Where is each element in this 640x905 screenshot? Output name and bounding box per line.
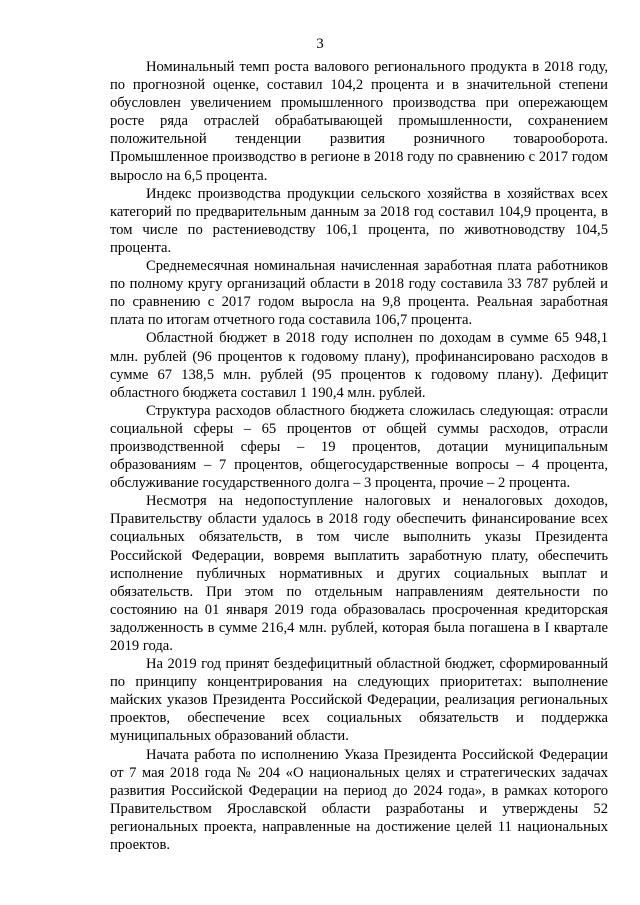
paragraph-average-salary: Среднемесячная номинальная начисленная заработная плата работников по полному кругу организаций области в 2018 году составила 33 787 рублей и по сравнению с 2017 годом выросла на 9,8 процента. Реальная заработная плата по итогам отчетного года составила 106,7 процента. — [110, 258, 608, 329]
paragraph-social-obligations: Несмотря на недопоступление налоговых и неналоговых доходов, Правительству области удалось в 2018 году обеспечить финансирование всех социальных обязательств, в том числе выполнить указы Президента Российской Федерации, вовремя выплатить заработную плату, обеспечить исполнение публичных нормативных и других социальных выплат и обязательств. При этом по отдельным направлениям деятельности по состоянию на 01 января 2019 года образовалась просроченная кредиторская задолженность в сумме 216,4 млн. рублей, которая была погашена в I квартале 2019 года. — [110, 493, 608, 654]
paragraph-agriculture-index: Индекс производства продукции сельского хозяйства в хозяйствах всех категорий по предварительным данным за 2018 год составил 104,9 процента, в том числе по растениеводству 106,1 процента, по животноводству 104,5 процента. — [110, 185, 608, 256]
paragraph-budget-2019: На 2019 год принят бездефицитный областной бюджет, сформированный по принципу концентрирования на следующих приоритетах: выполнение майских указов Президента Российской Федерации, реализация региональных проектов, обеспечение всех социальных обязательств и поддержка муниципальных образований области. — [110, 656, 608, 745]
document-body — [110, 58, 608, 854]
page-number: 3 — [316, 36, 324, 52]
paragraph-grp-growth: Номинальный темп роста валового регионального продукта в 2018 году, по прогнозной оценке, составил 104,2 процента и в значительной степени обусловлен увеличением промышленного производства при опережающем росте ряда отраслей обрабатывающей промышленности, сохранением положительной тенденции развития розничного товарооборота. Промышленное производство в регионе в 2018 году по сравнению с 2017 годом выросло на 6,5 процента. — [110, 59, 608, 184]
paragraph-regional-budget: Областной бюджет в 2018 году исполнен по доходам в сумме 65 948,1 млн. рублей (96 процентов к годовому плану), профинансировано расходов в сумме 67 138,5 млн. рублей (95 процентов к годовому плану). Дефицит областного бюджета составил 1 190,4 млн. рублей. — [110, 330, 608, 401]
paragraph-national-projects: Начата работа по исполнению Указа Президента Российской Федерации от 7 мая 2018 года № 204 «О национальных целях и стратегических задачах развития Российской Федерации на период до 2024 года», в рамках которого Правительством Ярославской области разработаны и утверждены 52 региональных проекта, направленные на достижение целей 11 национальных проектов. — [110, 746, 608, 854]
paragraph-expense-structure: Структура расходов областного бюджета сложилась следующая: отрасли социальной сферы – 65 процентов от общей суммы расходов, отрасли производственной сферы – 19 процентов, дотации муниципальным образованиям – 7 процентов, общегосударственные вопросы – 4 процента, обслуживание государственного долга – 3 процента, прочие – 2 процента. — [110, 402, 608, 492]
